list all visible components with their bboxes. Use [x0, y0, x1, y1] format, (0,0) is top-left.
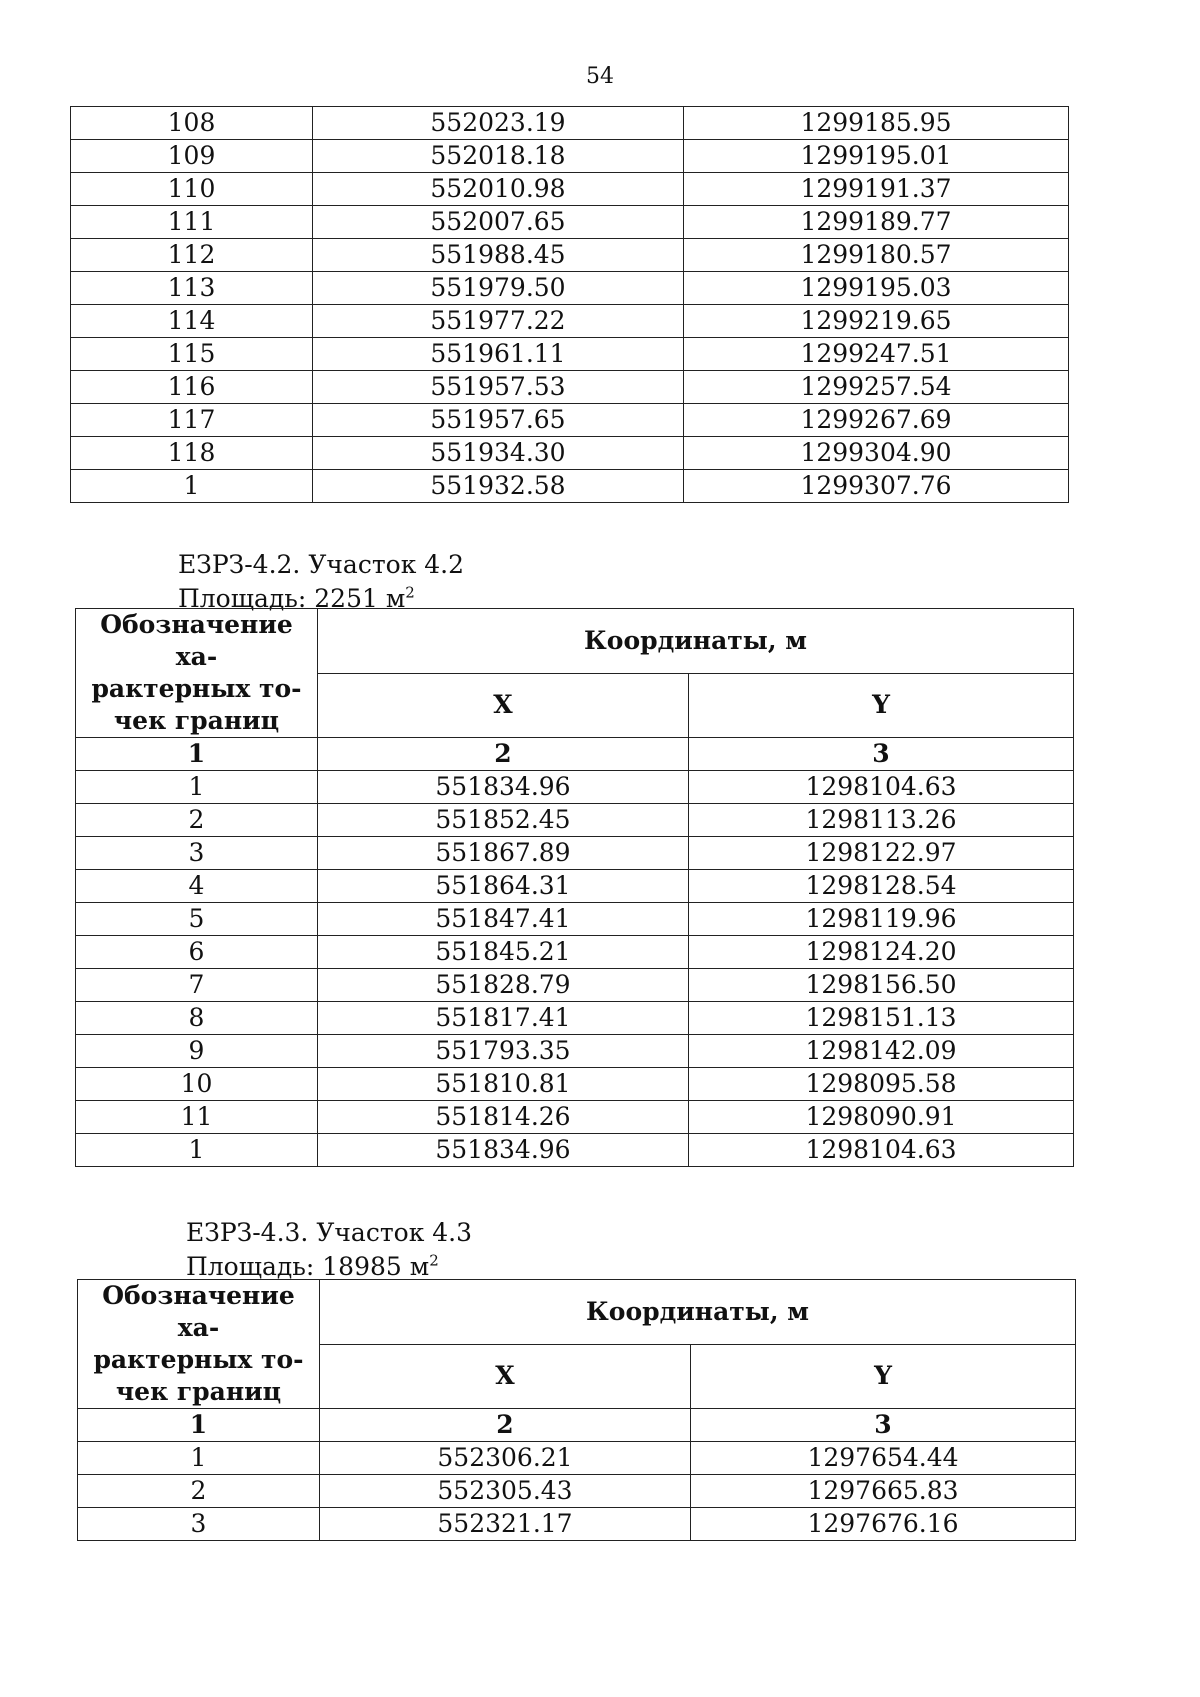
- table-row: [76, 837, 1074, 870]
- x-header: X: [318, 673, 689, 738]
- x-coordinate-cell: 551957.53: [313, 371, 684, 404]
- point-number-cell: 118: [71, 437, 313, 470]
- y-coordinate-cell: 1298095.58: [689, 1068, 1074, 1101]
- y-coordinate-cell: 1297654.44: [691, 1442, 1076, 1475]
- table-row: [71, 338, 1069, 371]
- point-number-cell: 1: [71, 470, 313, 503]
- y-coordinate-cell: 1299180.57: [684, 239, 1069, 272]
- point-number-cell: 11: [76, 1101, 318, 1134]
- x-coordinate-cell: 551828.79: [318, 969, 689, 1002]
- column-number: 2: [318, 738, 689, 771]
- x-header: X: [320, 1344, 691, 1409]
- x-coordinate-cell: 551957.65: [313, 404, 684, 437]
- y-coordinate-cell: 1299307.76: [684, 470, 1069, 503]
- column-number: 3: [689, 738, 1074, 771]
- point-number-cell: 7: [76, 969, 318, 1002]
- x-coordinate-cell: 551932.58: [313, 470, 684, 503]
- point-number-cell: 1: [76, 1134, 318, 1167]
- x-coordinate-cell: 552305.43: [320, 1475, 691, 1508]
- point-number-cell: 111: [71, 206, 313, 239]
- y-coordinate-cell: 1299304.90: [684, 437, 1069, 470]
- x-coordinate-cell: 551834.96: [318, 1134, 689, 1167]
- table-row: [76, 1068, 1074, 1101]
- point-number-cell: 110: [71, 173, 313, 206]
- y-header: Y: [691, 1344, 1076, 1409]
- point-number-cell: 109: [71, 140, 313, 173]
- section-title: ЕЗРЗ-4.2. Участок 4.2: [178, 550, 465, 579]
- y-coordinate-cell: 1299195.01: [684, 140, 1069, 173]
- x-coordinate-cell: 551810.81: [318, 1068, 689, 1101]
- point-number-cell: 113: [71, 272, 313, 305]
- point-number-cell: 10: [76, 1068, 318, 1101]
- y-coordinate-cell: 1298124.20: [689, 936, 1074, 969]
- y-coordinate-cell: 1298128.54: [689, 870, 1074, 903]
- y-coordinate-cell: 1299267.69: [684, 404, 1069, 437]
- table-row: [78, 1442, 1076, 1475]
- x-coordinate-cell: 551934.30: [313, 437, 684, 470]
- y-coordinate-cell: 1299257.54: [684, 371, 1069, 404]
- point-number-cell: 2: [78, 1475, 320, 1508]
- x-coordinate-cell: 551817.41: [318, 1002, 689, 1035]
- column-number: 1: [76, 738, 318, 771]
- x-coordinate-cell: 551852.45: [318, 804, 689, 837]
- table-row: [71, 470, 1069, 503]
- point-number-cell: 8: [76, 1002, 318, 1035]
- y-coordinate-cell: 1299195.03: [684, 272, 1069, 305]
- y-coordinate-cell: 1298156.50: [689, 969, 1074, 1002]
- x-coordinate-cell: 551979.50: [313, 272, 684, 305]
- x-coordinate-cell: 552018.18: [313, 140, 684, 173]
- table-row: [76, 1002, 1074, 1035]
- x-coordinate-cell: 552010.98: [313, 173, 684, 206]
- page-number: 54: [586, 64, 614, 89]
- table-row: [76, 771, 1074, 804]
- table-row: [76, 1035, 1074, 1068]
- y-coordinate-cell: 1298151.13: [689, 1002, 1074, 1035]
- table-row: [76, 804, 1074, 837]
- x-coordinate-cell: 552023.19: [313, 107, 684, 140]
- point-number-cell: 6: [76, 936, 318, 969]
- point-number-cell: 112: [71, 239, 313, 272]
- table-row: [76, 903, 1074, 936]
- point-designation-header: Обозначение ха- рактерных то- чек границ: [76, 609, 318, 738]
- point-number-cell: 5: [76, 903, 318, 936]
- table-row: [71, 305, 1069, 338]
- table-row: [71, 107, 1069, 140]
- table-row: [71, 404, 1069, 437]
- table-row: [71, 173, 1069, 206]
- y-coordinate-cell: 1297676.16: [691, 1508, 1076, 1541]
- y-coordinate-cell: 1298104.63: [689, 1134, 1074, 1167]
- coordinates-header: Координаты, м: [320, 1280, 1076, 1345]
- y-coordinate-cell: 1298119.96: [689, 903, 1074, 936]
- x-coordinate-cell: 551867.89: [318, 837, 689, 870]
- y-coordinate-cell: 1298113.26: [689, 804, 1074, 837]
- x-coordinate-cell: 551814.26: [318, 1101, 689, 1134]
- table-body: [76, 771, 1074, 1167]
- coordinates-table-continued: [70, 106, 1069, 503]
- y-coordinate-cell: 1299247.51: [684, 338, 1069, 371]
- table-row: [76, 870, 1074, 903]
- section-title: ЕЗРЗ-4.3. Участок 4.3: [186, 1218, 473, 1247]
- table-row: [71, 239, 1069, 272]
- point-number-cell: 2: [76, 804, 318, 837]
- section-heading-4-3: [186, 1216, 472, 1284]
- column-number: 2: [320, 1409, 691, 1442]
- x-coordinate-cell: 551845.21: [318, 936, 689, 969]
- table-row: [76, 1134, 1074, 1167]
- x-coordinate-cell: 551864.31: [318, 870, 689, 903]
- point-number-cell: 108: [71, 107, 313, 140]
- point-number-cell: 115: [71, 338, 313, 371]
- coordinates-table-4-2: [75, 608, 1074, 1167]
- table-row: [71, 371, 1069, 404]
- x-coordinate-cell: 551977.22: [313, 305, 684, 338]
- table-row: [76, 936, 1074, 969]
- point-number-cell: 3: [76, 837, 318, 870]
- table-row: [71, 272, 1069, 305]
- point-number-cell: 117: [71, 404, 313, 437]
- x-coordinate-cell: 551961.11: [313, 338, 684, 371]
- area-label: Площадь: 2251 $м^2$: [178, 583, 415, 613]
- point-designation-header: Обозначение ха- рактерных то- чек границ: [78, 1280, 320, 1409]
- point-number-cell: 9: [76, 1035, 318, 1068]
- y-coordinate-cell: 1297665.83: [691, 1475, 1076, 1508]
- column-number: 3: [691, 1409, 1076, 1442]
- y-coordinate-cell: 1298142.09: [689, 1035, 1074, 1068]
- table-row: [71, 206, 1069, 239]
- point-number-cell: 114: [71, 305, 313, 338]
- y-coordinate-cell: 1298122.97: [689, 837, 1074, 870]
- section-heading-4-2: [178, 548, 464, 616]
- point-number-cell: 1: [76, 771, 318, 804]
- coordinates-table-4-3: [77, 1279, 1076, 1541]
- x-coordinate-cell: 551834.96: [318, 771, 689, 804]
- y-coordinate-cell: 1299191.37: [684, 173, 1069, 206]
- coordinates-header: Координаты, м: [318, 609, 1074, 674]
- table-row: [71, 437, 1069, 470]
- y-coordinate-cell: 1298090.91: [689, 1101, 1074, 1134]
- table-body: [71, 107, 1069, 503]
- x-coordinate-cell: 552007.65: [313, 206, 684, 239]
- y-coordinate-cell: 1299189.77: [684, 206, 1069, 239]
- table-row: [76, 1101, 1074, 1134]
- x-coordinate-cell: 551793.35: [318, 1035, 689, 1068]
- point-number-cell: 1: [78, 1442, 320, 1475]
- table-row: [78, 1475, 1076, 1508]
- x-coordinate-cell: 551847.41: [318, 903, 689, 936]
- x-coordinate-cell: 551988.45: [313, 239, 684, 272]
- x-coordinate-cell: 552321.17: [320, 1508, 691, 1541]
- area-label: Площадь: 18985 $м^2$: [186, 1251, 439, 1281]
- table-row: [76, 969, 1074, 1002]
- x-coordinate-cell: 552306.21: [320, 1442, 691, 1475]
- point-number-cell: 3: [78, 1508, 320, 1541]
- table-body: [78, 1442, 1076, 1541]
- table-row: [71, 140, 1069, 173]
- table-row: [78, 1508, 1076, 1541]
- point-number-cell: 116: [71, 371, 313, 404]
- y-coordinate-cell: 1298104.63: [689, 771, 1074, 804]
- y-header: Y: [689, 673, 1074, 738]
- y-coordinate-cell: 1299219.65: [684, 305, 1069, 338]
- point-number-cell: 4: [76, 870, 318, 903]
- y-coordinate-cell: 1299185.95: [684, 107, 1069, 140]
- column-number: 1: [78, 1409, 320, 1442]
